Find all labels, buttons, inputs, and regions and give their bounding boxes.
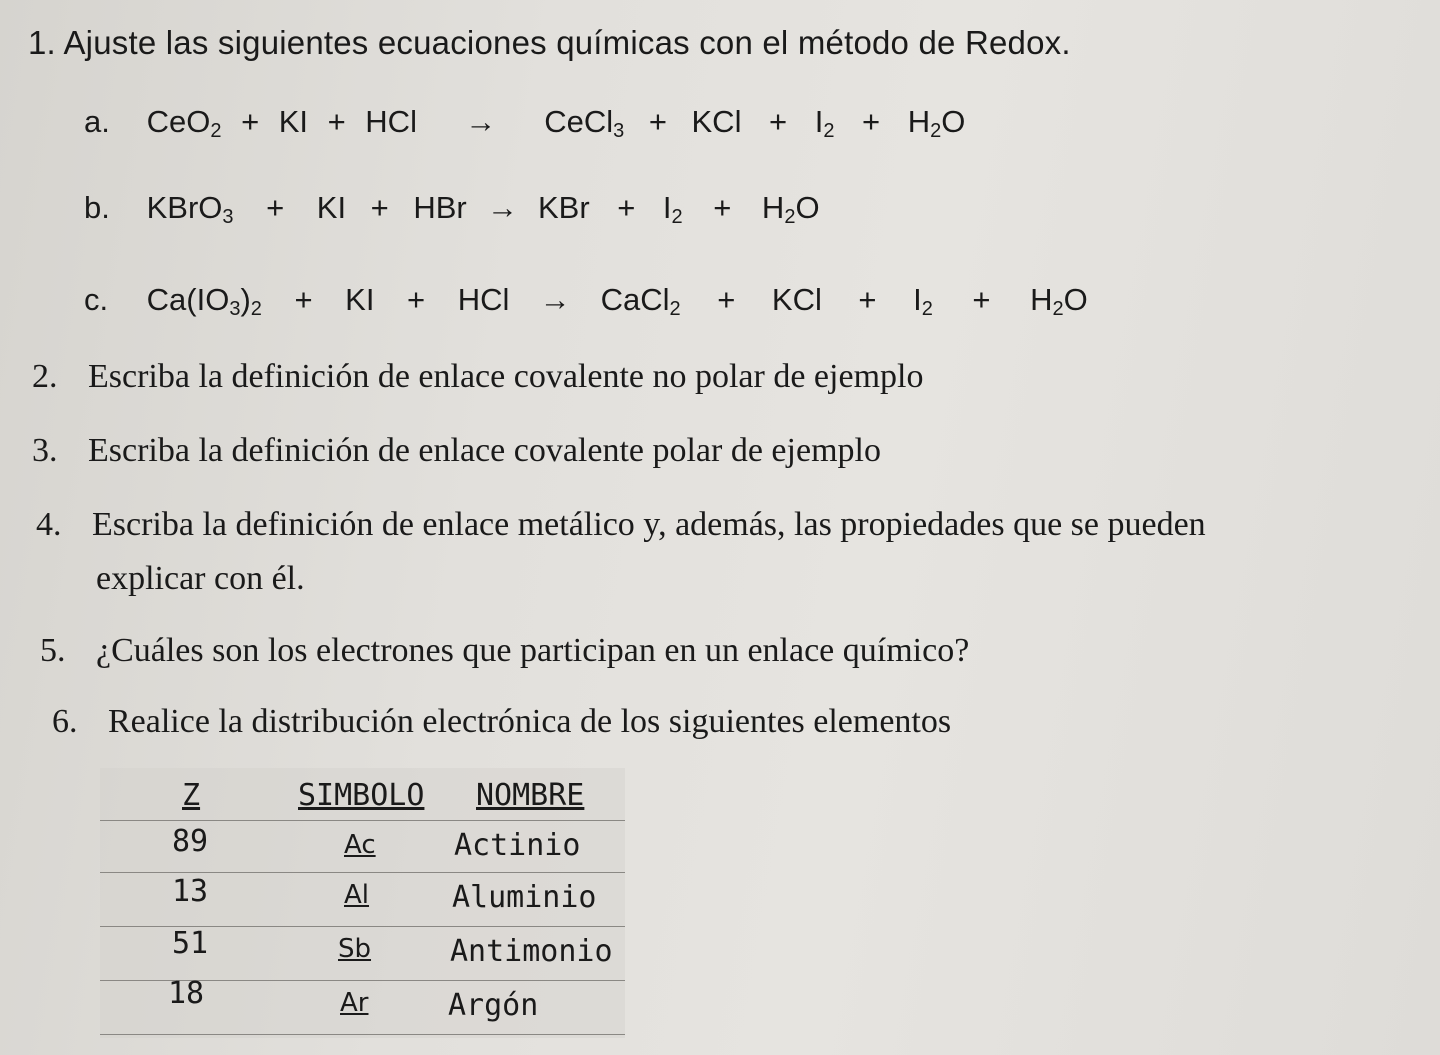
cell-z: 89 <box>172 824 209 859</box>
header-simbolo: SIMBOLO <box>298 778 425 813</box>
cell-symbol: Sb <box>338 934 372 964</box>
question-3: 3. Escriba la definición de enlace covalente polar de ejemplo <box>32 432 881 469</box>
cell-name: Argón <box>448 988 539 1023</box>
cell-name: Actinio <box>454 828 581 863</box>
elements-table <box>100 768 625 1038</box>
equation-label: b. <box>84 190 110 225</box>
question-1-title: 1. Ajuste las siguientes ecuaciones químicas con el método de Redox. <box>28 24 1071 61</box>
equation-b: b. KBrO$_3$ + KI + HBr → KBr + $I_2 + H_2O$ <box>84 190 820 228</box>
cell-symbol: Ar <box>340 988 369 1018</box>
cell-name: Antimonio <box>450 934 613 969</box>
cell-symbol: Al <box>344 880 370 910</box>
cell-name: Aluminio <box>452 880 597 915</box>
question-4: 4. Escriba la definición de enlace metálico y, además, las propiedades que se pueden <box>36 506 1206 543</box>
header-nombre: NOMBRE <box>476 778 585 813</box>
question-2: 2. Escriba la definición de enlace covalente no polar de ejemplo <box>32 358 924 395</box>
equation-a: a. CeO$_2$ + KI + HCl → CeCl$_3$ + KCl + $I_2 + H_2O$ <box>84 104 966 142</box>
row-divider <box>100 820 625 821</box>
cell-symbol: Ac <box>344 830 376 860</box>
question-6: 6. Realice la distribución electrónica de los siguientes elementos <box>52 703 952 740</box>
question-5: 5. ¿Cuáles son los electrones que participan en un enlace químico? <box>40 632 970 669</box>
cell-z: 18 <box>168 976 205 1011</box>
question-4-continuation: explicar con él. <box>96 560 305 597</box>
cell-z: 13 <box>172 874 209 909</box>
row-divider <box>100 872 625 873</box>
equation-c: c. $Ca(IO_3)_2$ + KI + HCl → CaCl$_2$ + KCl + $I_2 + H_2O$ <box>84 282 1088 320</box>
row-divider <box>100 1034 625 1035</box>
cell-z: 51 <box>172 926 209 961</box>
equation-label: a. <box>84 104 110 139</box>
equation-label: c. <box>84 282 109 317</box>
header-z: Z <box>182 778 201 813</box>
